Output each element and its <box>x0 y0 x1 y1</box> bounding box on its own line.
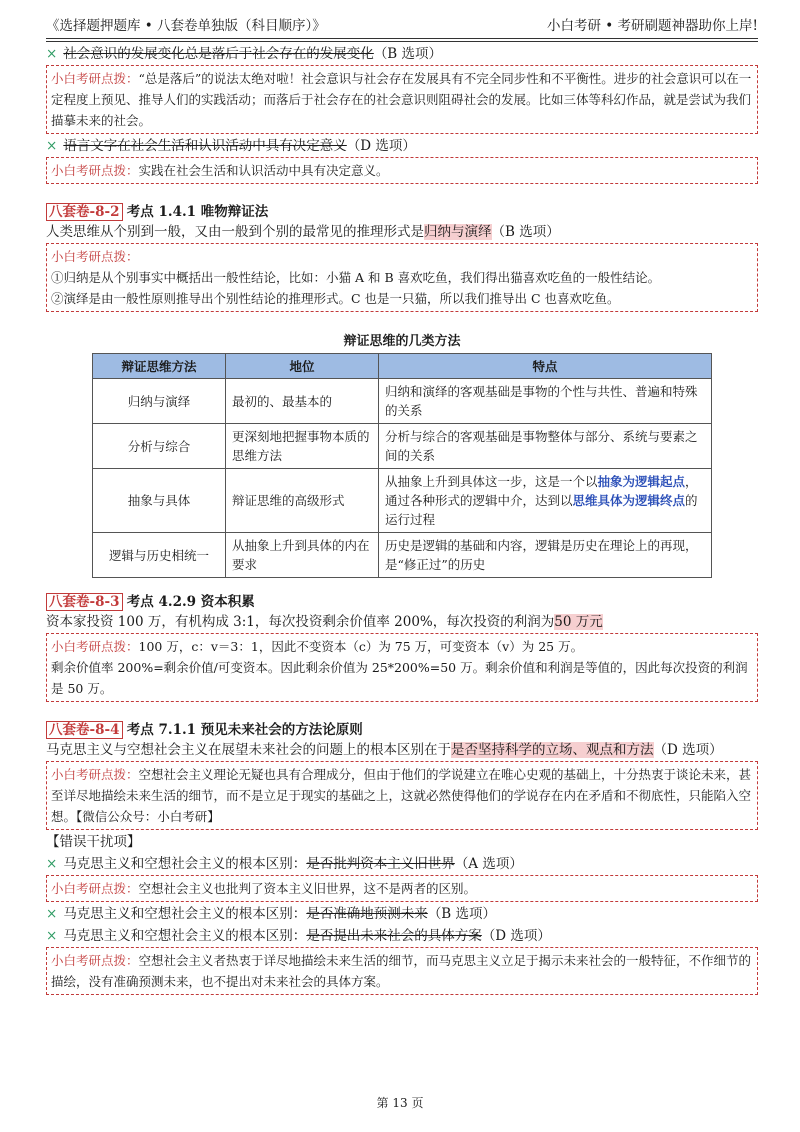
answer-highlight: 50 万元 <box>554 614 603 630</box>
table-row <box>93 469 712 533</box>
tip-text: 实践在社会生活和认识活动中具有决定意义。 <box>138 163 389 178</box>
knowledge-point: 考点 4.2.9 资本积累 <box>126 594 255 610</box>
table-cell-feature: 从抽象上升到具体这一步，这是一个以抽象为逻辑起点，通过各种形式的逻辑中介，达到以思维具体为逻辑终点的运行过程 <box>379 469 712 533</box>
table-cell-status: 最初的、最基本的 <box>226 379 379 424</box>
option-line <box>46 855 758 874</box>
question-text <box>46 222 758 242</box>
answer-highlight: 是否坚持科学的立场、观点和方法 <box>451 742 654 758</box>
table-cell-feature: 历史是逻辑的基础和内容，逻辑是历史在理论上的再现，是“修正过”的历史 <box>379 533 712 578</box>
tip-text: 空想社会主义也批判了资本主义旧世界，这不是两者的区别。 <box>138 881 477 896</box>
table-cell-status: 从抽象上升到具体的内在要求 <box>226 533 379 578</box>
tip-label: 小白考研点拨： <box>51 953 139 968</box>
tip-box <box>46 65 758 134</box>
table-row <box>93 533 712 578</box>
tip-label: 小白考研点拨： <box>51 249 139 264</box>
knowledge-point: 考点 7.1.1 预见未来社会的方法论原则 <box>126 722 363 738</box>
table-row <box>93 379 712 424</box>
tip-label: 小白考研点拨： <box>51 767 139 782</box>
option-line <box>46 927 758 946</box>
cross-icon: × <box>46 906 58 922</box>
page-number: 第 13 页 <box>376 1096 424 1110</box>
tip-box <box>46 875 758 902</box>
question-heading <box>46 202 758 222</box>
option-text: 是否提出未来社会的具体方案 <box>306 928 482 944</box>
cross-icon: × <box>46 928 58 944</box>
option-text: 是否准确地预测未来 <box>306 906 428 922</box>
question-stem: 马克思主义与空想社会主义在展望未来社会的问题上的根本区别在于 <box>46 742 451 758</box>
tip-label: 小白考研点拨： <box>51 163 139 178</box>
tip-box <box>46 243 758 312</box>
option-letter: （B 选项） <box>427 906 497 922</box>
methods-table <box>92 353 712 578</box>
cross-icon: × <box>46 856 58 872</box>
option-letter: （A 选项） <box>454 856 523 872</box>
tip-text: 空想社会主义理论无疑也具有合理成分，但由于他们的学说建立在唯心史观的基础上，十分热衷于谈论未来，甚至详尽地描绘未来生活的细节，而不是立足于现实的基础之上，这就必然使得他们的学说存在内在矛盾和不彻底性，只能陷入空想。【微信公众号：小白考研】 <box>51 767 752 824</box>
emphasis-text: 抽象为逻辑起点 <box>597 474 686 489</box>
tip-box <box>46 633 758 702</box>
tip-label: 小白考研点拨： <box>51 71 139 86</box>
table-header-cell: 辩证思维方法 <box>93 354 226 379</box>
option-letter: （D 选项） <box>653 742 723 758</box>
table-cell-feature: 归纳和演绎的客观基础是事物的个性与共性、普遍和特殊的关系 <box>379 379 712 424</box>
page-content <box>46 14 758 995</box>
emphasis-text: 思维具体为逻辑终点 <box>572 493 686 508</box>
question-text <box>46 612 758 632</box>
header-right-slogan: 小白考研 • 考研刷题神器助你上岸! <box>547 18 758 34</box>
tip-line: 100 万，c：v＝3：1，因此不变资本（c）为 75 万，可变资本（v）为 25 万。 <box>138 639 584 654</box>
table-cell-feature: 分析与综合的客观基础是事物整体与部分、系统与要素之间的关系 <box>379 424 712 469</box>
option-letter: （B 选项） <box>491 224 560 240</box>
option-line <box>46 905 758 924</box>
option-prefix: 马克思主义和空想社会主义的根本区别： <box>63 928 307 944</box>
distractor-title: 【错误干扰项】 <box>46 834 141 850</box>
option-prefix: 马克思主义和空想社会主义的根本区别： <box>63 906 307 922</box>
table-header-cell: 特点 <box>379 354 712 379</box>
option-text: 社会意识的发展变化总是落后于社会存在的发展变化 <box>63 46 374 62</box>
tip-line: ②演绎是由一般性原则推导出个别性结论的推理形式。C 也是一只猫，所以我们推导出 C 也喜欢吃鱼。 <box>51 291 620 306</box>
option-letter: （D 选项） <box>346 138 416 154</box>
table-cell-status: 更深刻地把握事物本质的思维方法 <box>226 424 379 469</box>
table-cell-method: 分析与综合 <box>93 424 226 469</box>
tip-label: 小白考研点拨： <box>51 639 139 654</box>
question-tag: 八套卷-8-2 <box>46 203 123 221</box>
tip-box <box>46 947 758 995</box>
option-text: 语言文字在社会生活和认识活动中具有决定意义 <box>63 138 347 154</box>
page-header <box>46 14 758 39</box>
table-cell-status: 辩证思维的高级形式 <box>226 469 379 533</box>
table-cell-method: 逻辑与历史相统一 <box>93 533 226 578</box>
cross-icon: × <box>46 138 58 154</box>
tip-label: 小白考研点拨： <box>51 881 139 896</box>
header-left-title: 《选择题押题库 • 八套卷单独版（科目顺序）》 <box>46 18 326 34</box>
option-letter: （D 选项） <box>481 928 551 944</box>
table-cell-method: 归纳与演绎 <box>93 379 226 424</box>
question-stem: 资本家投资 100 万，有机构成 3:1，每次投资剩余价值率 200%，每次投资的利润为 <box>46 614 555 630</box>
question-text <box>46 740 758 760</box>
table-row <box>93 424 712 469</box>
tip-box <box>46 157 758 184</box>
option-letter: （B 选项） <box>373 46 443 62</box>
table-header-cell: 地位 <box>226 354 379 379</box>
question-heading <box>46 720 758 740</box>
question-tag: 八套卷-8-3 <box>46 593 123 611</box>
option-prefix: 马克思主义和空想社会主义的根本区别： <box>63 856 307 872</box>
option-text: 是否批判资本主义旧世界 <box>306 856 455 872</box>
question-stem: 人类思维从个别到一般，又由一般到个别的最常见的推理形式是 <box>46 224 424 240</box>
table-caption: 辩证思维的几类方法 <box>343 334 461 349</box>
question-tag: 八套卷-8-4 <box>46 721 123 739</box>
tip-line: ①归纳是从个别事实中概括出一般性结论，比如：小猫 A 和 B 喜欢吃鱼，我们得出猫喜欢吃鱼的一般性结论。 <box>51 270 661 285</box>
tip-line: 剩余价值率 200%=剩余价值/可变资本。因此剩余价值为 25*200%=50 万。剩余价值和利润是等值的，因此每次投资的利润是 50 万。 <box>51 660 748 696</box>
knowledge-point: 考点 1.4.1 唯物辩证法 <box>126 204 269 220</box>
cross-icon: × <box>46 46 58 62</box>
tip-text: “总是落后”的说法太绝对啦！社会意识与社会存在发展具有不完全同步性和不平衡性。进步的社会意识可以在一定程度上预见、推导人们的实践活动；而落后于社会存在的社会意识则阻碍社会的发展。比如三体等科幻作品，就是尝试为我们描摹未来的社会。 <box>51 71 752 128</box>
tip-text: 空想社会主义者热衷于详尽地描绘未来生活的细节，而马克思主义立足于揭示未来社会的一般特征，不作细节的描绘，没有准确预测未来，也不提出对未来社会的具体方案。 <box>51 953 752 989</box>
tip-box <box>46 761 758 830</box>
option-line <box>46 45 758 64</box>
option-line <box>46 137 758 156</box>
answer-highlight: 归纳与演绎 <box>424 224 492 240</box>
table-cell-method: 抽象与具体 <box>93 469 226 533</box>
question-heading <box>46 592 758 612</box>
table-header-row <box>93 354 712 379</box>
